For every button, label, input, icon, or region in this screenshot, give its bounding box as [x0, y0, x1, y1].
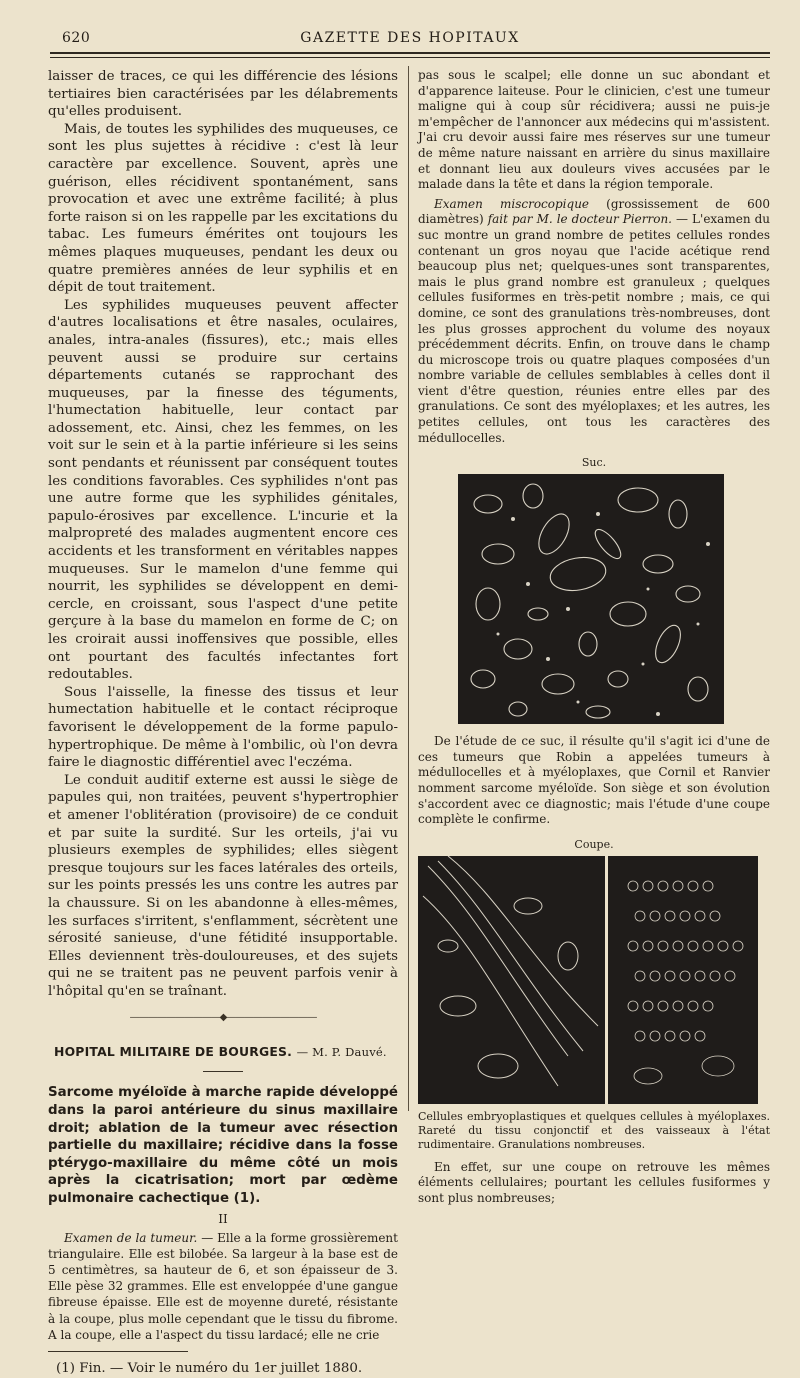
header-rule-thick [50, 52, 770, 54]
left-column [48, 68, 398, 1378]
micro-lead: Examen miscrocopique [434, 196, 590, 211]
paragraph: En effet, sur une coupe on retrouve les mêmes éléments cellulaires; pourtant les cellules fusiformes y sont plus nombreuses; [418, 1159, 770, 1205]
paragraph: Le conduit auditif externe est aussi le siège de papules qui, non traitées, peuvent s'hypertrophier et amener l'oblitération (provisoire) de ce conduit et par suite la surdité. Sur les orteils, j'ai vu plusieurs exemples de syphilides; elles siègent presque toujours sur les faces latérales des orteils, sur les points pressés les uns contre les autres par la chaussure. Si on les abandonne à elles-mêmes, les surfaces s'irritent, s'enflamment, sécrètent une sérosité sanieuse, d'une fétidité insupportable. Elles deviennent très-douloureuses, et des sujets qui ne se traitent pas ne peuvent parfois venir à l'hôpital qu'en se traînant. [48, 772, 398, 999]
page-header [50, 30, 770, 50]
figure-label-suc: Suc. [581, 456, 607, 470]
case-title: Sarcome myéloïde à marche rapide développé dans la paroi antérieure du sinus maxillaire droit; ablation de la tumeur avec résection partielle du maxillaire; récidive dans la fosse ptérygo-maxillaire du même côté un mois après la cicatrisation; mort par œdème pulmonaire cachectique (1). [48, 1085, 398, 1207]
short-divider [203, 1071, 243, 1072]
journal-title: GAZETTE DES HOPITAUX [300, 30, 520, 46]
footnote-rule [48, 1351, 188, 1352]
hospital-name: HOPITAL MILITAIRE DE BOURGES. [54, 1044, 293, 1060]
micrograph-suc [458, 474, 724, 724]
exam-text: — Elle a la forme grossièrement triangulaire. Elle est bilobée. Sa largeur à la base est de 5 centimètres, sa hauteur de 6, et son épaisseur de 3. Elle pèse 32 grammes. Elle est enveloppée d'une gangue fibreuse épaisse. Elle est de moyenne dureté, résistante à la coupe, plus molle cependant que le tissu du fibrome. A la coupe, elle a l'aspect du tissu lardacé; elle ne crie [48, 1230, 398, 1342]
micro-paragraph [418, 197, 770, 447]
micro-author: fait par M. le docteur Pierron. [487, 212, 672, 227]
paragraph: Sous l'aisselle, la finesse des tissus et leur humectation habituelle et le contact réciproque favorisent le développement de la forme papulo-hypertrophique. De même à l'ombilic, où l'on devra faire le diagnostic différentiel avec l'eczéma. [48, 684, 398, 771]
footnote: (1) Fin. — Voir le numéro du 1er juillet 1880. [56, 1361, 363, 1377]
author-name: — M. P. Dauvé. [296, 1045, 387, 1060]
right-column [418, 68, 770, 1207]
figure-coupe [418, 856, 758, 1104]
micrograph-coupe [418, 856, 758, 1104]
roman-numeral: II [218, 1211, 228, 1226]
section-ornament: ——————————◆—————————— [129, 1012, 317, 1024]
paragraph: pas sous le scalpel; elle donne un suc abondant et d'apparence laiteuse. Pour le clinicien, c'est une tumeur maligne qui à coup sûr récidivera; aussi ne puis-je m'empêcher de l'annoncer aux médecins qui m'assistent. J'ai cru devoir aussi faire mes réserves sur une tumeur de même nature naissant en arrière du sinus maxillaire et donnant lieu aux douleurs vives accusées par le malade dans la tête et dans la région temporale. [418, 68, 770, 192]
paragraph: De l'étude de ce suc, il résulte qu'il s'agit ici d'une de ces tumeurs que Robin a appelées tumeurs à médullocelles et à myéloplaxes, que Cornil et Ranvier nomment sarcome myéloïde. Son siège et son évolution s'accordent avec ce diagnostic; mais l'étude d'une coupe complète le confirme. [418, 734, 770, 827]
figure-suc [458, 474, 724, 724]
micro-text: — L'examen du suc montre un grand nombre de petites cellules rondes contenant un gros noyau que l'acide acétique rend beaucoup plus net; quelques-unes sont transparentes, mais le plus grand nombre est granuleux ; quelques cellules fusiformes en très-petit nombre ; mais, ce qui domine, ce sont des granulations très-nombreuses, dont les plus grosses approchent du volume des noyaux précédemment décrits. Enfin, on trouve dans le champ du microscope trois ou quatre plaques composées d'un nombre variable de cellules semblables à celles dont il vient d'être question, réunies entre elles par des granulations. Ce sont des myéloplaxes; et les autres, les petites cellules, ont tous les caractères des médullocelles. [418, 212, 770, 445]
figure-caption: Cellules embryoplastiques et quelques cellules à myéloplaxes. Rareté du tissu conjonctif et des vaisseaux à l'état rudimentaire. Granulations nombreuses. [418, 1109, 770, 1151]
page-number: 620 [62, 30, 91, 46]
paragraph: laisser de traces, ce qui les différencie des lésions tertiaires bien caractérisées par les délabrements qu'elles produisent. [48, 69, 398, 120]
exam-lead: Examen de la tumeur. [64, 1230, 198, 1245]
header-rule-thin [50, 57, 770, 58]
exam-paragraph [48, 1230, 398, 1343]
column-divider [408, 66, 409, 1111]
figure-label-coupe: Coupe. [574, 837, 614, 851]
section-heading [54, 1044, 398, 1059]
micro-magnification: (grossissement de 600 diamètres) [418, 196, 770, 227]
paragraph: Mais, de toutes les syphilides des muqueuses, ce sont les plus sujettes à récidive : c'est là leur caractère par excellence. Souvent, après une guérison, elles récidivent spontanément, sans provocation et avec une extrême facilité; à plus forte raison si on les rappelle par les excitations du tabac. Les fumeurs émérites ont toujours les mêmes plaques muqueuses, pendant les deux ou quatre premières années de leur syphilis et en dépit de tout traitement. [48, 121, 398, 296]
paragraph: Les syphilides muqueuses peuvent affecter d'autres localisations et être nasales, oculaires, anales, intra-anales (fissures), etc.; mais elles peuvent aussi se produire sur certains départements cutanés se rapprochant des muqueuses, par la finesse des téguments, l'humectation habituelle, leur contact par adossement, etc. Ainsi, chez les femmes, on les voit sur le sein et à la partie inférieure si les seins sont pendants et réunissent par conséquent toutes les conditions favorables. Ces syphilides n'ont pas une autre forme que les syphilides génitales, papulo-érosives par excellence. L'incurie et la malpropreté des malades augmentent encore ces accidents et les transforment en véritables nappes muqueuses. Sur le mamelon d'une femme qui nourrit, les syphilides se développent en demi-cercle, en croissant, sous l'aspect d'une petite gerçure à la base du mamelon en forme de C; on les croirait aussi inoffensives que possible, elles ont pourtant des facultés infectantes fort redoutables. [48, 297, 398, 683]
